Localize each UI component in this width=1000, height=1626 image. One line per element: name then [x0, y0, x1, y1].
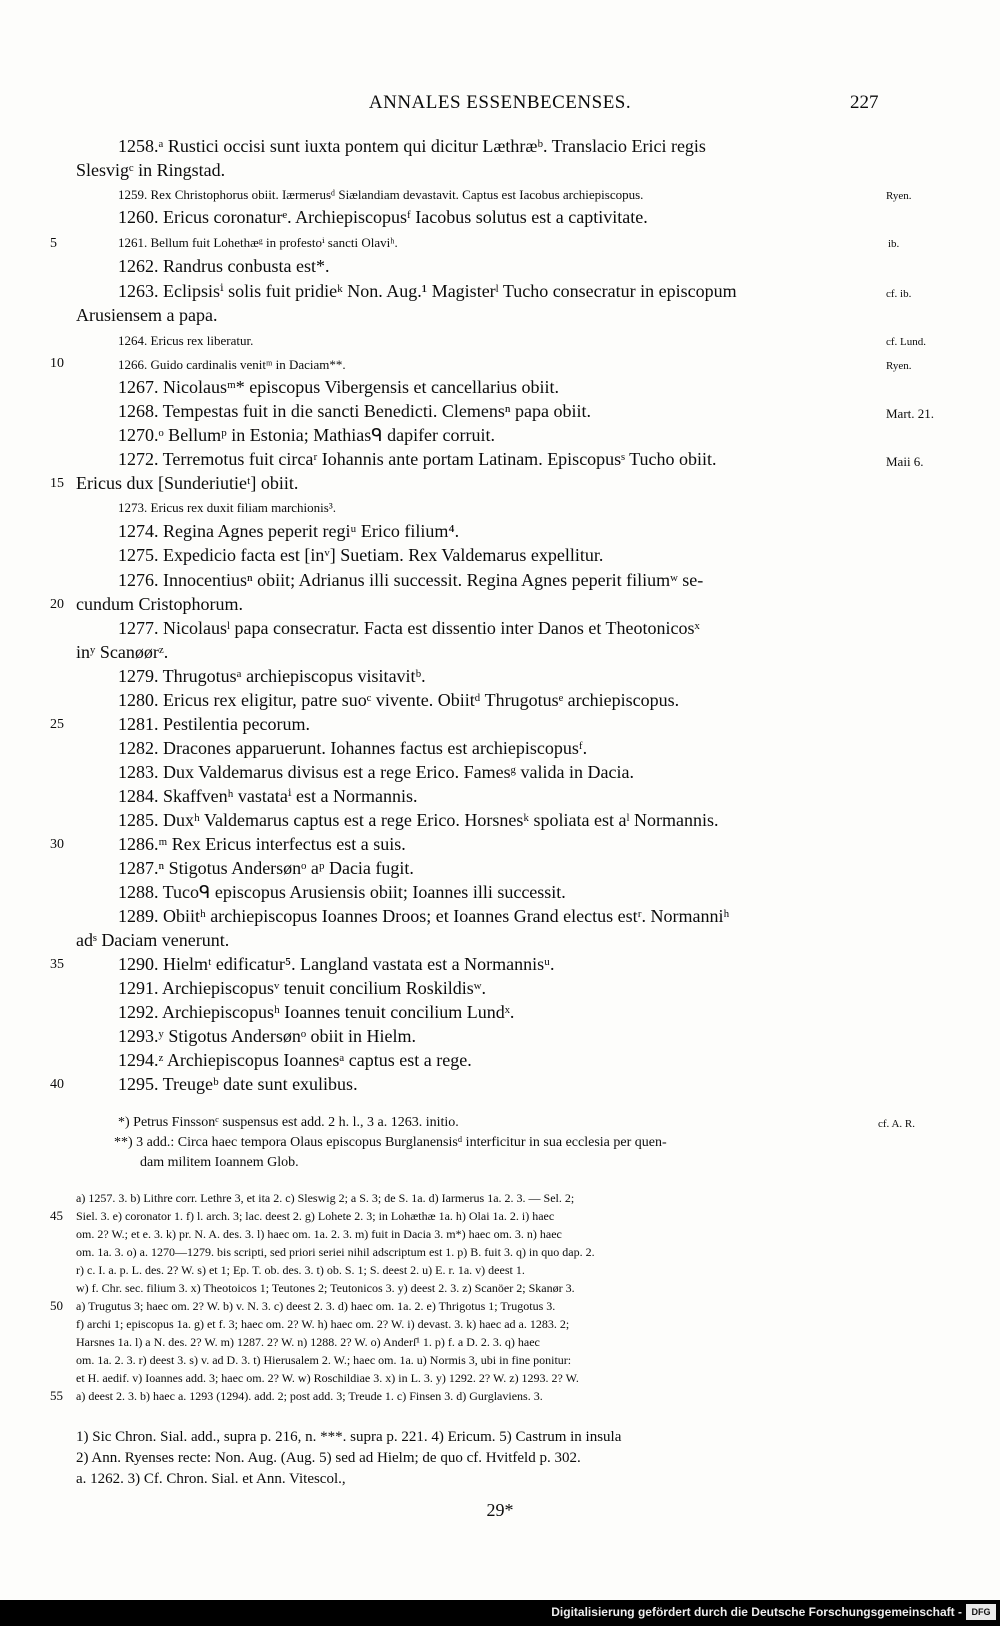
margin-source-note: cf. A. R.: [878, 1118, 915, 1130]
text-line: cundum Cristophorum.: [76, 594, 243, 614]
footnote-line: *) Petrus Finssonᶜ suspensus est add. 2 h. l., 3 a. 1263. initio.: [118, 1115, 459, 1130]
note-line: 1) Sic Chron. Sial. add., supra p. 216, n. ***. supra p. 221. 4) Ericum. 5) Castrum in insula: [76, 1429, 622, 1445]
text-line: 1281. Pestilentia pecorum.: [118, 714, 310, 734]
note-line: a. 1262. 3) Cf. Chron. Sial. et Ann. Vitescol.,: [76, 1471, 346, 1487]
line-number: 30: [50, 837, 64, 852]
text-line: 1273. Ericus rex duxit filiam marchionis³.: [118, 500, 336, 515]
margin-source-note: Maii 6.: [886, 454, 924, 469]
line-number: 40: [50, 1077, 64, 1092]
text-line: 1290. Hielmᵗ edificatur⁵. Langland vastata est a Normannisᵘ.: [118, 954, 555, 974]
margin-source-note: Mart. 21.: [886, 406, 935, 421]
apparatus-line: a) 1257. 3. b) Lithre corr. Lethre 3, et ita 2. c) Sleswig 2; a S. 3; de S. 1a. d) Iarmerus 1a. 2. 3. — Sel. 2;: [76, 1191, 575, 1205]
text-line: Ericus dux [Sunderiutieᵗ] obiit.: [76, 473, 299, 493]
apparatus-line: f) archi 1; episcopus 1a. g) et f. 3; haec om. 2? W. h) haec om. 2? W. i) devast. 3. k) haec ad a. 1283. 2;: [76, 1317, 570, 1331]
text-line: 1267. Nicolausᵐ* episcopus Vibergensis et cancellarius obiit.: [118, 377, 559, 397]
line-number: 15: [50, 476, 64, 491]
text-line: 1260. Ericus coronaturᵉ. Archiepiscopusᶠ Iacobus solutus est a captivitate.: [118, 207, 648, 227]
footer-bar: [0, 1600, 1000, 1626]
text-line: 1261. Bellum fuit Lohethæᵍ in profestoⁱ sancti Olaviʰ.: [118, 235, 398, 250]
text-line: 1292. Archiepiscopusʰ Ioannes tenuit concilium Lundˣ.: [118, 1002, 515, 1022]
text-line: 1270.ᵒ Bellumᵖ in Estonia; Mathiasᑫ dapifer corruit.: [118, 425, 496, 445]
text-line: 1279. Thrugotusᵃ archiepiscopus visitavitᵇ.: [118, 666, 426, 686]
margin-source-note: Ryen.: [886, 360, 912, 372]
apparatus-line: om. 1a. 2. 3. r) deest 3. s) v. ad D. 3. t) Hierusalem 2. W.; haec om. 1a. u) Normis 3, ubi in fine ponitur:: [76, 1353, 572, 1367]
text-line: 1286.ᵐ Rex Ericus interfectus est a suis.: [118, 834, 406, 854]
signature-mark: 29*: [486, 1500, 514, 1520]
line-number: 10: [50, 356, 64, 371]
text-line: 1263. Eclipsisⁱ solis fuit pridieᵏ Non. Aug.¹ Magisterˡ Tucho consecratur in episcopum: [118, 281, 737, 301]
apparatus-line: w) f. Chr. sec. filium 3. x) Theotoicos 1; Teutones 2; Teutonicos 3. y) deest 2. 3. z) Scanöer 2; Skanør 3.: [76, 1281, 575, 1295]
text-line: 1259. Rex Christophorus obiit. Iærmerusᵈ Siælandiam devastavit. Captus est Iacobus archiepiscopus.: [118, 187, 644, 202]
text-line: Slesvigᶜ in Ringstad.: [76, 160, 226, 180]
text-line: Arusiensem a papa.: [76, 305, 218, 325]
text-line: 1294.ᶻ Archiepiscopus Ioannesᵃ captus est a rege.: [118, 1050, 472, 1070]
note-line: 2) Ann. Ryenses recte: Non. Aug. (Aug. 5) sed ad Hielm; de quo cf. Hvitfeld p. 302.: [76, 1450, 581, 1466]
margin-source-note: cf. ib.: [886, 288, 912, 300]
text-line: 1285. Duxʰ Valdemarus captus est a rege Erico. Horsnesᵏ spoliata est aˡ Normannis.: [118, 810, 719, 830]
text-line: 1266. Guido cardinalis venitᵐ in Daciam**.: [118, 357, 346, 372]
apparatus-line: r) c. I. a. p. L. des. 2? W. s) et 1; Ep. T. ob. des. 3. t) ob. S. 1; S. deest 2. u) E. r. 1a. v) deest 1.: [76, 1263, 525, 1277]
apparatus-line: Siel. 3. e) coronator 1. f) l. arch. 3; lac. deest 2. g) Lohete 2. 3; in Lohæthæ 1a. h) Olai 1a. 2. i) haec: [76, 1209, 555, 1223]
line-number: 5: [50, 236, 57, 251]
margin-source-note: ib.: [888, 238, 900, 250]
line-number: 20: [50, 597, 64, 612]
text-line: 1268. Tempestas fuit in die sancti Benedicti. Clemensⁿ papa obiit.: [118, 401, 591, 421]
text-line: 1288. Tucoᑫ episcopus Arusiensis obiit; Ioannes illi successit.: [118, 882, 566, 902]
line-number: 55: [50, 1388, 63, 1403]
text-line: 1283. Dux Valdemarus divisus est a rege Erico. Famesᵍ valida in Dacia.: [118, 762, 634, 782]
apparatus-line: a) Trugutus 3; haec om. 2? W. b) v. N. 3. c) deest 2. 3. d) haec om. 1a. 2. e) Thrigotus 1; Trugotus 3.: [76, 1299, 556, 1313]
apparatus-line: et H. aedif. v) Ioannes add. 3; haec om. 2? W. w) Roschildiae 3. x) in L. 3. y) 1292. 2? W. z) 1293. 2? W.: [76, 1371, 579, 1385]
text-line: 1274. Regina Agnes peperit regiᵘ Erico filium⁴.: [118, 521, 460, 541]
apparatus-line: om. 1a. 3. o) a. 1270—1279. bis scripti, sed priori seriei nihil adscriptum est 1. p) B. fuit 3. q) in quo dap. 2.: [76, 1245, 595, 1259]
text-line: 1276. Innocentiusⁿ obiit; Adrianus illi successit. Regina Agnes peperit filiumʷ se-: [118, 570, 704, 590]
text-line: 1287.ⁿ Stigotus Andersønᵒ aᵖ Dacia fugit.: [118, 858, 414, 878]
line-number: 35: [50, 957, 64, 972]
text-line: 1289. Obiitʰ archiepiscopus Ioannes Droos; et Ioannes Grand electus estʳ. Normanniʰ: [118, 906, 730, 926]
running-title: ANNALES ESSENBECENSES.: [368, 92, 632, 113]
dfg-logo: DFG: [966, 1604, 996, 1620]
text-line: 1282. Dracones apparuerunt. Iohannes factus est archiepiscopusᶠ.: [118, 738, 588, 758]
text-line: 1258.ᵃ Rustici occisi sunt iuxta pontem qui dicitur Læthræᵇ. Translacio Erici regis: [118, 136, 706, 156]
footnote-line: **) 3 add.: Circa haec tempora Olaus episcopus Burglanensisᵈ interficitur in sua ecclesia per quen-: [114, 1135, 667, 1150]
apparatus-line: a) deest 2. 3. b) haec a. 1293 (1294). add. 2; post add. 3; Treude 1. c) Finsen 3. d) Gurglaviens. 3.: [76, 1389, 543, 1403]
line-number: 25: [50, 717, 64, 732]
text-line: 1277. Nicolausˡ papa consecratur. Facta est dissentio inter Danos et Theotonicosˣ: [118, 618, 700, 638]
text-line: 1284. Skaffvenʰ vastataⁱ est a Normannis.: [118, 786, 418, 806]
text-line: 1280. Ericus rex eligitur, patre suoᶜ vivente. Obiitᵈ Thrugotusᵉ archiepiscopus.: [118, 690, 680, 710]
text-line: 1293.ʸ Stigotus Andersønᵒ obiit in Hielm.: [118, 1026, 417, 1046]
text-line: 1272. Terremotus fuit circaʳ Iohannis ante portam Latinam. Episcopusˢ Tucho obiit.: [118, 449, 717, 469]
text-line: adˢ Daciam venerunt.: [76, 930, 230, 950]
text-line: 1264. Ericus rex liberatur.: [118, 333, 254, 348]
apparatus-line: om. 2? W.; et e. 3. k) pr. N. A. des. 3. l) haec om. 1a. 2. 3. m) fuit in Dacia 3. m*) haec om. 3. n) haec: [76, 1227, 562, 1241]
margin-source-note: Ryen.: [886, 190, 912, 202]
text-line: 1295. Treugeᵇ date sunt exulibus.: [118, 1074, 358, 1094]
footnote-line: dam militem Ioannem Glob.: [140, 1155, 299, 1170]
page-number: 227: [850, 92, 879, 113]
text-line: inʸ Scanøørᶻ.: [76, 642, 169, 662]
text-line: 1291. Archiepiscopusᵛ tenuit concilium Roskildisʷ.: [118, 978, 486, 998]
margin-source-note: cf. Lund.: [886, 336, 927, 348]
apparatus-line: Harsnes 1a. l) a N. des. 2? W. m) 1287. 2? W. n) 1288. 2? W. o) Anderſ¹ 1. p) f. a D. 2. 3. q) haec: [76, 1335, 540, 1349]
text-line: 1275. Expedicio facta est [inᵛ] Suetiam. Rex Valdemarus expellitur.: [118, 545, 604, 565]
funding-credit: Digitalisierung gefördert durch die Deutsche Forschungsgemeinschaft -: [551, 1605, 962, 1619]
text-line: 1262. Randrus conbusta est*.: [118, 256, 330, 276]
line-number: 50: [50, 1298, 63, 1313]
line-number: 45: [50, 1208, 63, 1223]
